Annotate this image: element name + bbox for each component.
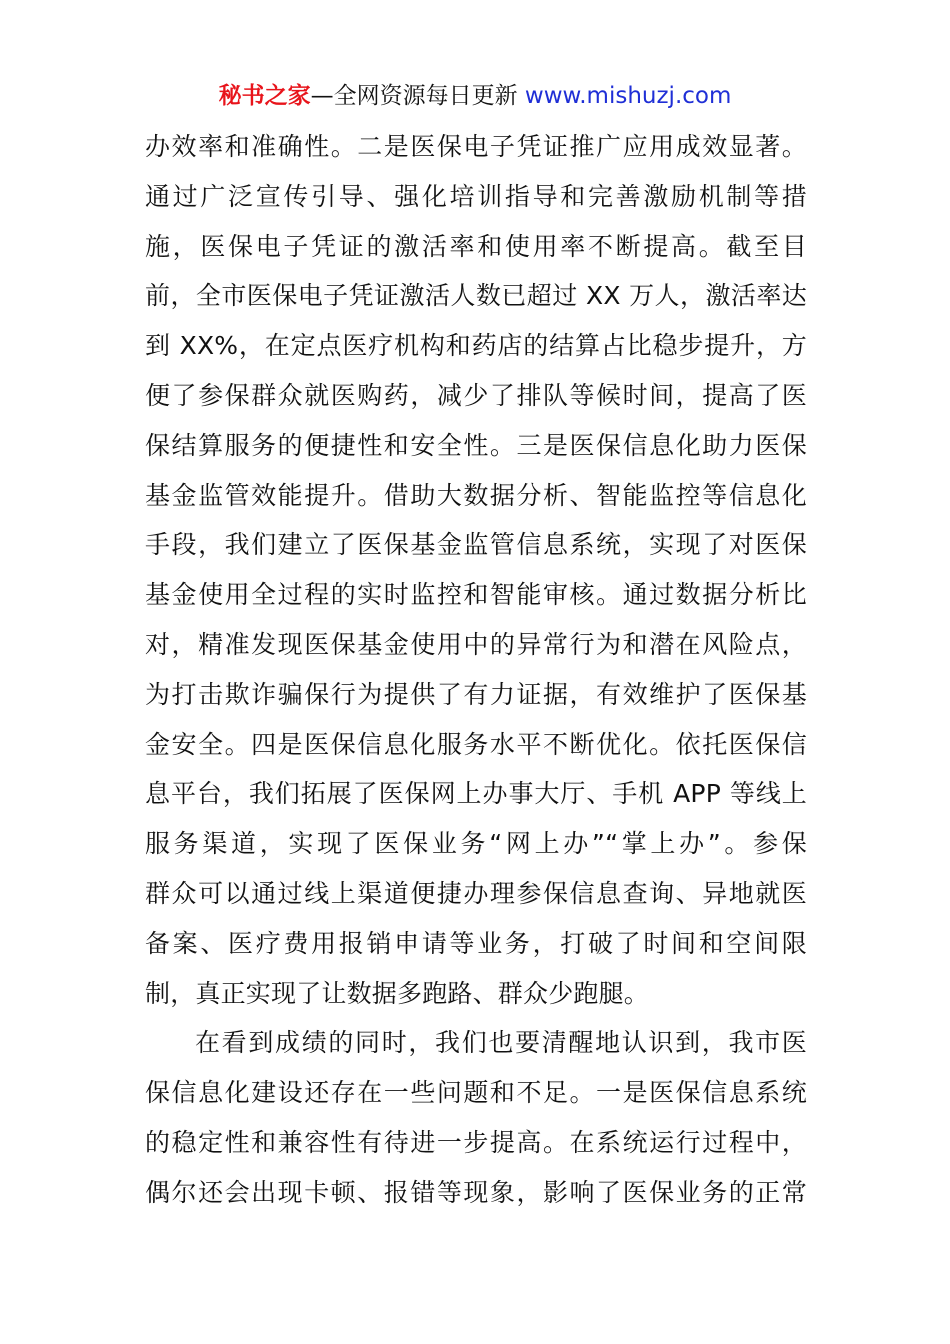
- text-line: 在看到成绩的同时，我们也要清醒地认识到，我市医: [195, 1028, 807, 1058]
- text-line: 偶尔还会出现卡顿、报错等现象，影响了医保业务的正常: [145, 1177, 807, 1207]
- text-line: 便了参保群众就医购药，减少了排队等候时间，提高了医: [145, 380, 807, 410]
- text-line: 群众可以通过线上渠道便捷办理参保信息查询、异地就医: [145, 878, 807, 908]
- document-body: [145, 122, 807, 1218]
- text-line: 手段，我们建立了医保基金监管信息系统，实现了对医保: [145, 530, 807, 560]
- text-line: 为打击欺诈骗保行为提供了有力证据，有效维护了医保基: [145, 679, 807, 709]
- text-line: 保信息化建设还存在一些问题和不足。一是医保信息系统: [145, 1078, 807, 1108]
- brand-tagline: —全网资源每日更新: [310, 83, 518, 109]
- paragraph-1: [145, 122, 807, 1018]
- text-line: 服务渠道，实现了医保业务“网上办”“掌上办”。参保: [145, 829, 807, 859]
- text-line: 制，真正实现了让数据多跑路、群众少跑腿。: [145, 978, 650, 1008]
- text-line: 通过广泛宣传引导、强化培训指导和完善激励机制等措: [145, 181, 807, 211]
- site-url: www.mishuzj.com: [524, 83, 732, 109]
- text-line: 前，全市医保电子凭证激活人数已超过 XX 万人，激活率达: [145, 281, 807, 311]
- text-line: 金安全。四是医保信息化服务水平不断优化。依托医保信: [145, 729, 807, 759]
- text-line: 的稳定性和兼容性有待进一步提高。在系统运行过程中，: [145, 1127, 807, 1157]
- text-line: 施，医保电子凭证的激活率和使用率不断提高。截至目: [145, 231, 807, 261]
- text-line: 办效率和准确性。二是医保电子凭证推广应用成效显著。: [145, 132, 807, 161]
- text-line: 基金监管效能提升。借助大数据分析、智能监控等信息化: [145, 480, 807, 510]
- text-line: 息平台，我们拓展了医保网上办事大厅、手机 APP 等线上: [145, 779, 807, 809]
- text-line: 备案、医疗费用报销申请等业务，打破了时间和空间限: [145, 928, 807, 958]
- text-line: 到 XX%，在定点医疗机构和药店的结算占比稳步提升，方: [145, 331, 807, 361]
- text-line: 基金使用全过程的实时监控和智能审核。通过数据分析比: [145, 580, 807, 610]
- paragraph-2: [145, 1018, 807, 1217]
- text-line: 对，精准发现医保基金使用中的异常行为和潜在风险点，: [145, 629, 807, 659]
- brand-name: 秘书之家: [218, 83, 311, 109]
- text-line: 保结算服务的便捷性和安全性。三是医保信息化助力医保: [145, 430, 807, 460]
- site-watermark-header: [0, 78, 950, 114]
